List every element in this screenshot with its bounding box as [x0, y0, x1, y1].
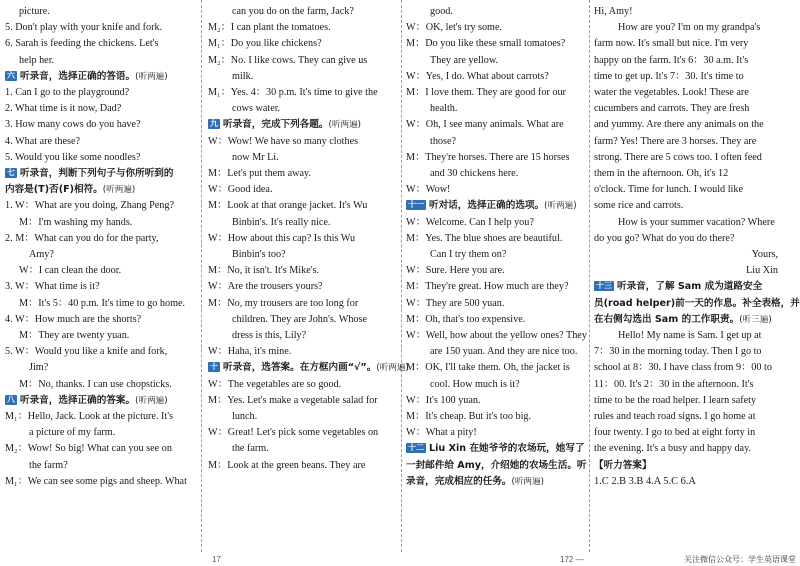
- section-9-heading: [208, 117, 398, 133]
- text-line: 5. Don't play with your knife and fork.: [5, 22, 163, 34]
- section-note: (听两遍): [135, 395, 168, 406]
- section-title: 内容是(T)否(F)相符。: [5, 184, 103, 196]
- dialogue-line: M：Look at that orange jacket. It's Wu: [208, 200, 368, 212]
- dialogue-line: a picture of my farm.: [29, 427, 116, 439]
- dialogue-line: M：It's 5：40 p.m. It's time to go home.: [19, 297, 186, 309]
- dialogue-line: M：No, it isn't. It's Mike's.: [208, 265, 320, 277]
- letter-signoff: Yours,: [751, 249, 778, 261]
- section-number: 八: [7, 394, 15, 404]
- dialogue-line: They are yellow.: [430, 54, 499, 66]
- page-number-right: 172 —: [560, 555, 584, 564]
- answer-key: 1.C 2.B 3.B 4.A 5.C 6.A: [594, 475, 696, 487]
- dialogue-line: M：I love them. They are good for our: [406, 87, 566, 99]
- section-note: (听两遍): [511, 476, 545, 487]
- dialogue-line: M：I'm washing my hands.: [19, 216, 133, 228]
- column-2: [208, 4, 409, 552]
- section-12-heading: [406, 441, 584, 457]
- section-note: (听两遍): [328, 120, 362, 131]
- letter-line: some rice and carrots.: [594, 200, 684, 212]
- text-line: 6. Sarah is feeding the chickens. Let's: [5, 38, 159, 50]
- letter-line: time to get up. It's 7：30. It's time to: [594, 70, 744, 82]
- section-7-heading-cont: [5, 182, 195, 198]
- dialogue-line: M₂：I can plant the tomatoes.: [208, 22, 331, 34]
- dialogue-line: good.: [430, 6, 453, 17]
- dialogue-line: M₂：Wow! So big! What can you see on: [5, 443, 172, 455]
- letter-line: happy on the farm. It's 6：30 a.m. It's: [594, 54, 749, 66]
- letter-signature: Liu Xin: [746, 265, 778, 277]
- dialogue-line: the farm?: [29, 459, 68, 471]
- section-12-heading-cont: [406, 474, 584, 490]
- section-note: (听三遍): [739, 314, 772, 325]
- text-line: help her.: [19, 54, 55, 66]
- dialogue-line: M：Yes. Let's make a vegetable salad for: [208, 394, 378, 406]
- dialogue-line: W：Well, how about the yellow ones? They: [406, 330, 587, 342]
- dialogue-line: W：The vegetables are so good.: [208, 378, 342, 390]
- dialogue-line: dress is this, Lily?: [232, 330, 307, 342]
- section-title: 听录音，完成下列各题。: [223, 119, 329, 131]
- section-title: 在她爷爷的农场玩，她写了: [469, 443, 585, 455]
- dialogue-line: M：OK, I'll take them. Oh, the jacket is: [406, 362, 570, 374]
- list-item: 3. How many cows do you have?: [5, 119, 141, 131]
- letter-line: and yummy. Are there any animals on the: [594, 119, 764, 131]
- dialogue-line: M：They're horses. There are 15 horses: [406, 151, 570, 163]
- dialogue-line: now Mr Li.: [232, 151, 279, 163]
- list-item: 4. What are these?: [5, 135, 81, 147]
- dialogue-line: M：Yes. The blue shoes are beautiful.: [406, 232, 563, 244]
- section-10-heading: [208, 360, 409, 376]
- section-11-heading: [406, 198, 584, 214]
- dialogue-line: W：Good idea.: [208, 184, 273, 196]
- dialogue-line: W：Wow!: [406, 184, 451, 196]
- dialogue-line: W：Welcome. Can I help you?: [406, 216, 534, 228]
- section-title: 听录音，判断下列句子与你所听到的: [20, 168, 174, 180]
- dialogue-line: M：Oh, that's too expensive.: [406, 313, 526, 325]
- dialogue-line: can you do on the farm, Jack?: [232, 6, 354, 17]
- dialogue-line: Can I try them on?: [430, 249, 507, 261]
- dialogue-line: 4. W：How much are the shorts?: [5, 313, 142, 325]
- dialogue-line: M：They are twenty yuan.: [19, 330, 130, 342]
- letter-line: them in the afternoon. Oh, it's 12: [594, 168, 729, 180]
- passage-line: 7：30 in the morning today. Then I go to: [594, 346, 762, 358]
- section-12-heading-cont: 一封邮件给 Amy，介绍她的农场生活。听: [406, 459, 587, 471]
- dialogue-line: M₁：Yes. 4：30 p.m. It's time to give the: [208, 87, 378, 99]
- passage-line: school at 8：30. I have class from 9：00 to: [594, 362, 772, 374]
- letter-greeting: Hi, Amy!: [594, 6, 633, 17]
- column-separator: [401, 0, 402, 552]
- dialogue-line: M：No, my trousers are too long for: [208, 297, 359, 309]
- section-title: 听录音，了解 Sam 成为道路安全: [617, 281, 763, 293]
- answer-key-label: 【听力答案】: [594, 459, 652, 471]
- dialogue-line: W：Yes, I do. What about carrots?: [406, 70, 549, 82]
- dialogue-line: those?: [430, 135, 457, 147]
- dialogue-line: M：Let's put them away.: [208, 168, 312, 180]
- dialogue-line: health.: [430, 103, 458, 115]
- dialogue-line: cool. How much is it?: [430, 378, 520, 390]
- section-number: 七: [7, 168, 15, 178]
- section-number: 十一: [408, 200, 424, 210]
- list-item: 1. Can I go to the playground?: [5, 87, 130, 99]
- passage-line: 11：00. It's 2：30 in the afternoon. It's: [594, 378, 754, 390]
- section-note: (听两遍): [135, 71, 168, 82]
- passage-line: time to be the road helper. I learn safety: [594, 394, 757, 406]
- column-1: [5, 4, 195, 552]
- dialogue-line: M₁：Hello, Jack. Look at the picture. It's: [5, 411, 174, 423]
- section-title: Liu Xin: [429, 443, 467, 455]
- dialogue-line: 3. W：What time is it?: [5, 281, 100, 293]
- letter-line: farm now. It's small but nice. I'm very: [594, 38, 749, 50]
- section-13-heading: [594, 279, 790, 295]
- letter-line: water the vegetables. Look! These are: [594, 87, 749, 99]
- dialogue-line: cows water.: [232, 103, 281, 115]
- dialogue-line: W：Wow! We have so many clothes: [208, 135, 359, 147]
- dialogue-line: W：They are 500 yuan.: [406, 297, 505, 309]
- dialogue-line: W：Oh, I see many animals. What are: [406, 119, 564, 131]
- section-note: (听两遍): [376, 363, 409, 374]
- dialogue-line: M：Look at the green beans. They are: [208, 459, 366, 471]
- page-number-left: 17: [212, 555, 221, 564]
- dialogue-line: W：I can clean the door.: [19, 265, 122, 277]
- dialogue-line: M：It's cheap. But it's too big.: [406, 411, 532, 423]
- column-4: [594, 4, 800, 552]
- text-line: picture.: [19, 6, 50, 17]
- section-title: 听录音，选择正确的答案。: [20, 394, 136, 406]
- section-number: 六: [7, 70, 15, 80]
- dialogue-line: W：Sure. Here you are.: [406, 265, 505, 277]
- dialogue-line: W：It's 100 yuan.: [406, 394, 481, 406]
- column-separator: [201, 0, 202, 552]
- section-note: (听两遍): [102, 185, 136, 196]
- section-title: 听对话，选择正确的选项。: [429, 200, 545, 212]
- letter-line: How is your summer vacation? Where: [618, 216, 775, 228]
- dialogue-line: Binbin's. It's really nice.: [232, 216, 331, 228]
- letter-line: cucumbers and carrots. They are fresh: [594, 103, 750, 115]
- dialogue-line: W：What a pity!: [406, 427, 477, 439]
- section-number: 十三: [596, 281, 612, 291]
- dialogue-line: M₂：No. I like cows. They can give us: [208, 54, 368, 66]
- section-title: 听录音，选答案。在方框内画“√”。: [223, 362, 377, 374]
- dialogue-line: M：They're great. How much are they?: [406, 281, 569, 293]
- section-number: 十二: [408, 443, 424, 453]
- dialogue-line: lunch.: [232, 411, 258, 423]
- passage-line: rules and teach road signs. I go home at: [594, 411, 756, 423]
- section-13-heading-cont: [594, 312, 790, 328]
- dialogue-line: M₁：Do you like chickens?: [208, 38, 322, 50]
- dialogue-line: children. They are John's. Whose: [232, 313, 367, 325]
- passage-line: Hello! My name is Sam. I get up at: [618, 330, 762, 342]
- letter-line: How are you? I'm on my grandpa's: [618, 22, 761, 34]
- dialogue-line: the farm.: [232, 443, 269, 455]
- section-number: 九: [210, 119, 218, 129]
- letter-line: do you go? What do you do there?: [594, 232, 735, 244]
- dialogue-line: are 150 yuan. And they are nice too.: [430, 346, 578, 358]
- letter-line: farm? Yes! There are 3 horses. They are: [594, 135, 757, 147]
- dialogue-line: 5. W：Would you like a knife and fork,: [5, 346, 168, 358]
- section-title: 录音，完成相应的任务。: [406, 475, 512, 487]
- section-title: 在右侧勾选出 Sam 的工作职责。: [594, 313, 740, 325]
- dialogue-line: milk.: [232, 70, 254, 82]
- letter-line: o'clock. Time for lunch. I would like: [594, 184, 743, 196]
- passage-line: the evening. It's a busy and happy day.: [594, 443, 752, 455]
- dialogue-line: and 30 chickens here.: [430, 168, 519, 180]
- section-13-heading-cont: 员(road helper)前一天的作息。补全表格，并: [594, 297, 800, 309]
- dialogue-line: Jim?: [29, 362, 49, 374]
- dialogue-line: W：OK, let's try some.: [406, 22, 503, 34]
- dialogue-line: 1. W：What are you doing, Zhang Peng?: [5, 200, 174, 212]
- section-note: (听两遍): [544, 201, 577, 212]
- dialogue-line: W：Haha, it's mine.: [208, 346, 292, 358]
- dialogue-line: W：How about this cap? Is this Wu: [208, 232, 356, 244]
- dialogue-line: W：Are the trousers yours?: [208, 281, 323, 293]
- section-8-heading: [5, 393, 195, 409]
- footer-note: 关注微信公众号：学生英语课堂: [684, 555, 796, 564]
- dialogue-line: Binbin's too?: [232, 249, 286, 261]
- list-item: 2. What time is it now, Dad?: [5, 103, 122, 115]
- dialogue-line: W：Great! Let's pick some vegetables on: [208, 427, 379, 439]
- column-3: [406, 4, 587, 552]
- dialogue-line: 2. M：What can you do for the party,: [5, 232, 159, 244]
- dialogue-line: M：Do you like these small tomatoes?: [406, 38, 566, 50]
- dialogue-line: M：No, thanks. I can use chopsticks.: [19, 378, 172, 390]
- dialogue-line: M₁：We can see some pigs and sheep. What: [5, 475, 187, 487]
- letter-line: strong. There are 5 cows too. I often feed: [594, 151, 762, 163]
- section-7-heading: [5, 166, 195, 182]
- column-separator: [589, 0, 590, 552]
- list-item: 5. Would you like some noodles?: [5, 151, 141, 163]
- section-number: 十: [210, 362, 218, 372]
- passage-line: four twenty. I go to bed at eight forty in: [594, 427, 756, 439]
- section-title: 听录音，选择正确的答语。: [20, 70, 136, 82]
- section-6-heading: [5, 69, 195, 85]
- dialogue-line: Amy?: [29, 249, 54, 261]
